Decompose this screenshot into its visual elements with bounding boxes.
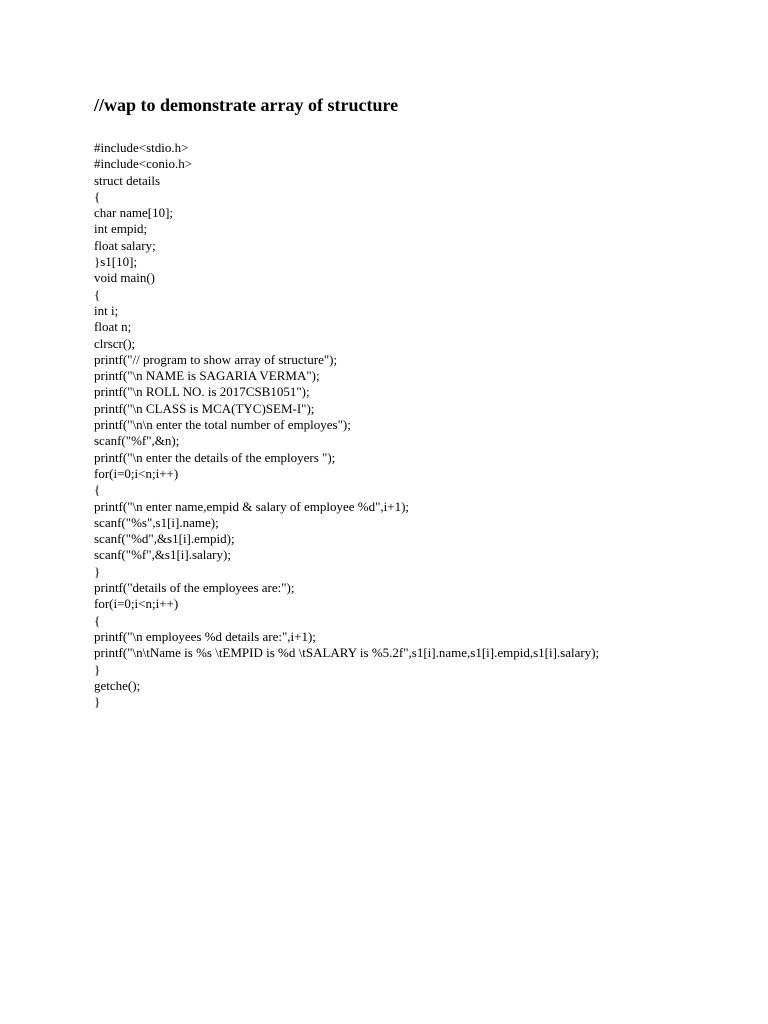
code-line: printf("\n enter the details of the employers "); bbox=[94, 449, 336, 465]
code-line: scanf("%d",&s1[i].empid); bbox=[94, 531, 235, 547]
code-line: } bbox=[94, 563, 101, 579]
document-title: //wap to demonstrate array of structure bbox=[94, 95, 399, 115]
code-line: #include<stdio.h> bbox=[94, 140, 189, 155]
code-line: printf("\n CLASS is MCA(TYC)SEM-I"); bbox=[94, 400, 315, 416]
code-line: printf("\n NAME is SAGARIA VERMA"); bbox=[94, 368, 320, 384]
code-line: printf("// program to show array of structure"); bbox=[94, 351, 338, 367]
code-line: for(i=0;i<n;i++) bbox=[94, 596, 179, 612]
code-line: scanf("%f",&s1[i].salary); bbox=[94, 547, 231, 563]
code-line: int i; bbox=[94, 302, 119, 318]
code-line: #include<conio.h> bbox=[94, 156, 193, 172]
code-line: int empid; bbox=[94, 221, 148, 237]
code-line: { bbox=[94, 612, 101, 628]
code-line: struct details bbox=[94, 172, 161, 188]
code-line: }s1[10]; bbox=[94, 254, 138, 270]
code-line: { bbox=[94, 482, 101, 498]
code-line: printf("\n enter name,empid & salary of employee %d",i+1); bbox=[94, 498, 410, 514]
code-line: scanf("%s",s1[i].name); bbox=[94, 514, 219, 530]
code-line: char name[10]; bbox=[94, 205, 174, 221]
code-line: { bbox=[94, 188, 101, 204]
code-line: printf("details of the employees are:"); bbox=[94, 580, 295, 596]
code-line: printf("\n\tName is %s \tEMPID is %d \tSALARY is %5.2f",s1[i].name,s1[i].empid,s1[i].salary); bbox=[94, 645, 600, 661]
code-line: scanf("%f",&n); bbox=[94, 433, 180, 449]
code-line: } bbox=[94, 694, 101, 710]
code-line: { bbox=[94, 286, 101, 302]
code-line: getche(); bbox=[94, 677, 141, 693]
code-line: printf("\n ROLL NO. is 2017CSB1051"); bbox=[94, 384, 310, 400]
code-line: float n; bbox=[94, 319, 132, 335]
code-line: for(i=0;i<n;i++) bbox=[94, 465, 179, 481]
code-listing bbox=[94, 140, 599, 710]
code-line: void main() bbox=[94, 270, 156, 286]
code-line: printf("\n employees %d details are:",i+1); bbox=[94, 628, 316, 644]
code-line: clrscr(); bbox=[94, 335, 136, 351]
code-line: float salary; bbox=[94, 237, 156, 253]
code-line: printf("\n\n enter the total number of employes"); bbox=[94, 417, 351, 433]
code-line: } bbox=[94, 661, 101, 677]
